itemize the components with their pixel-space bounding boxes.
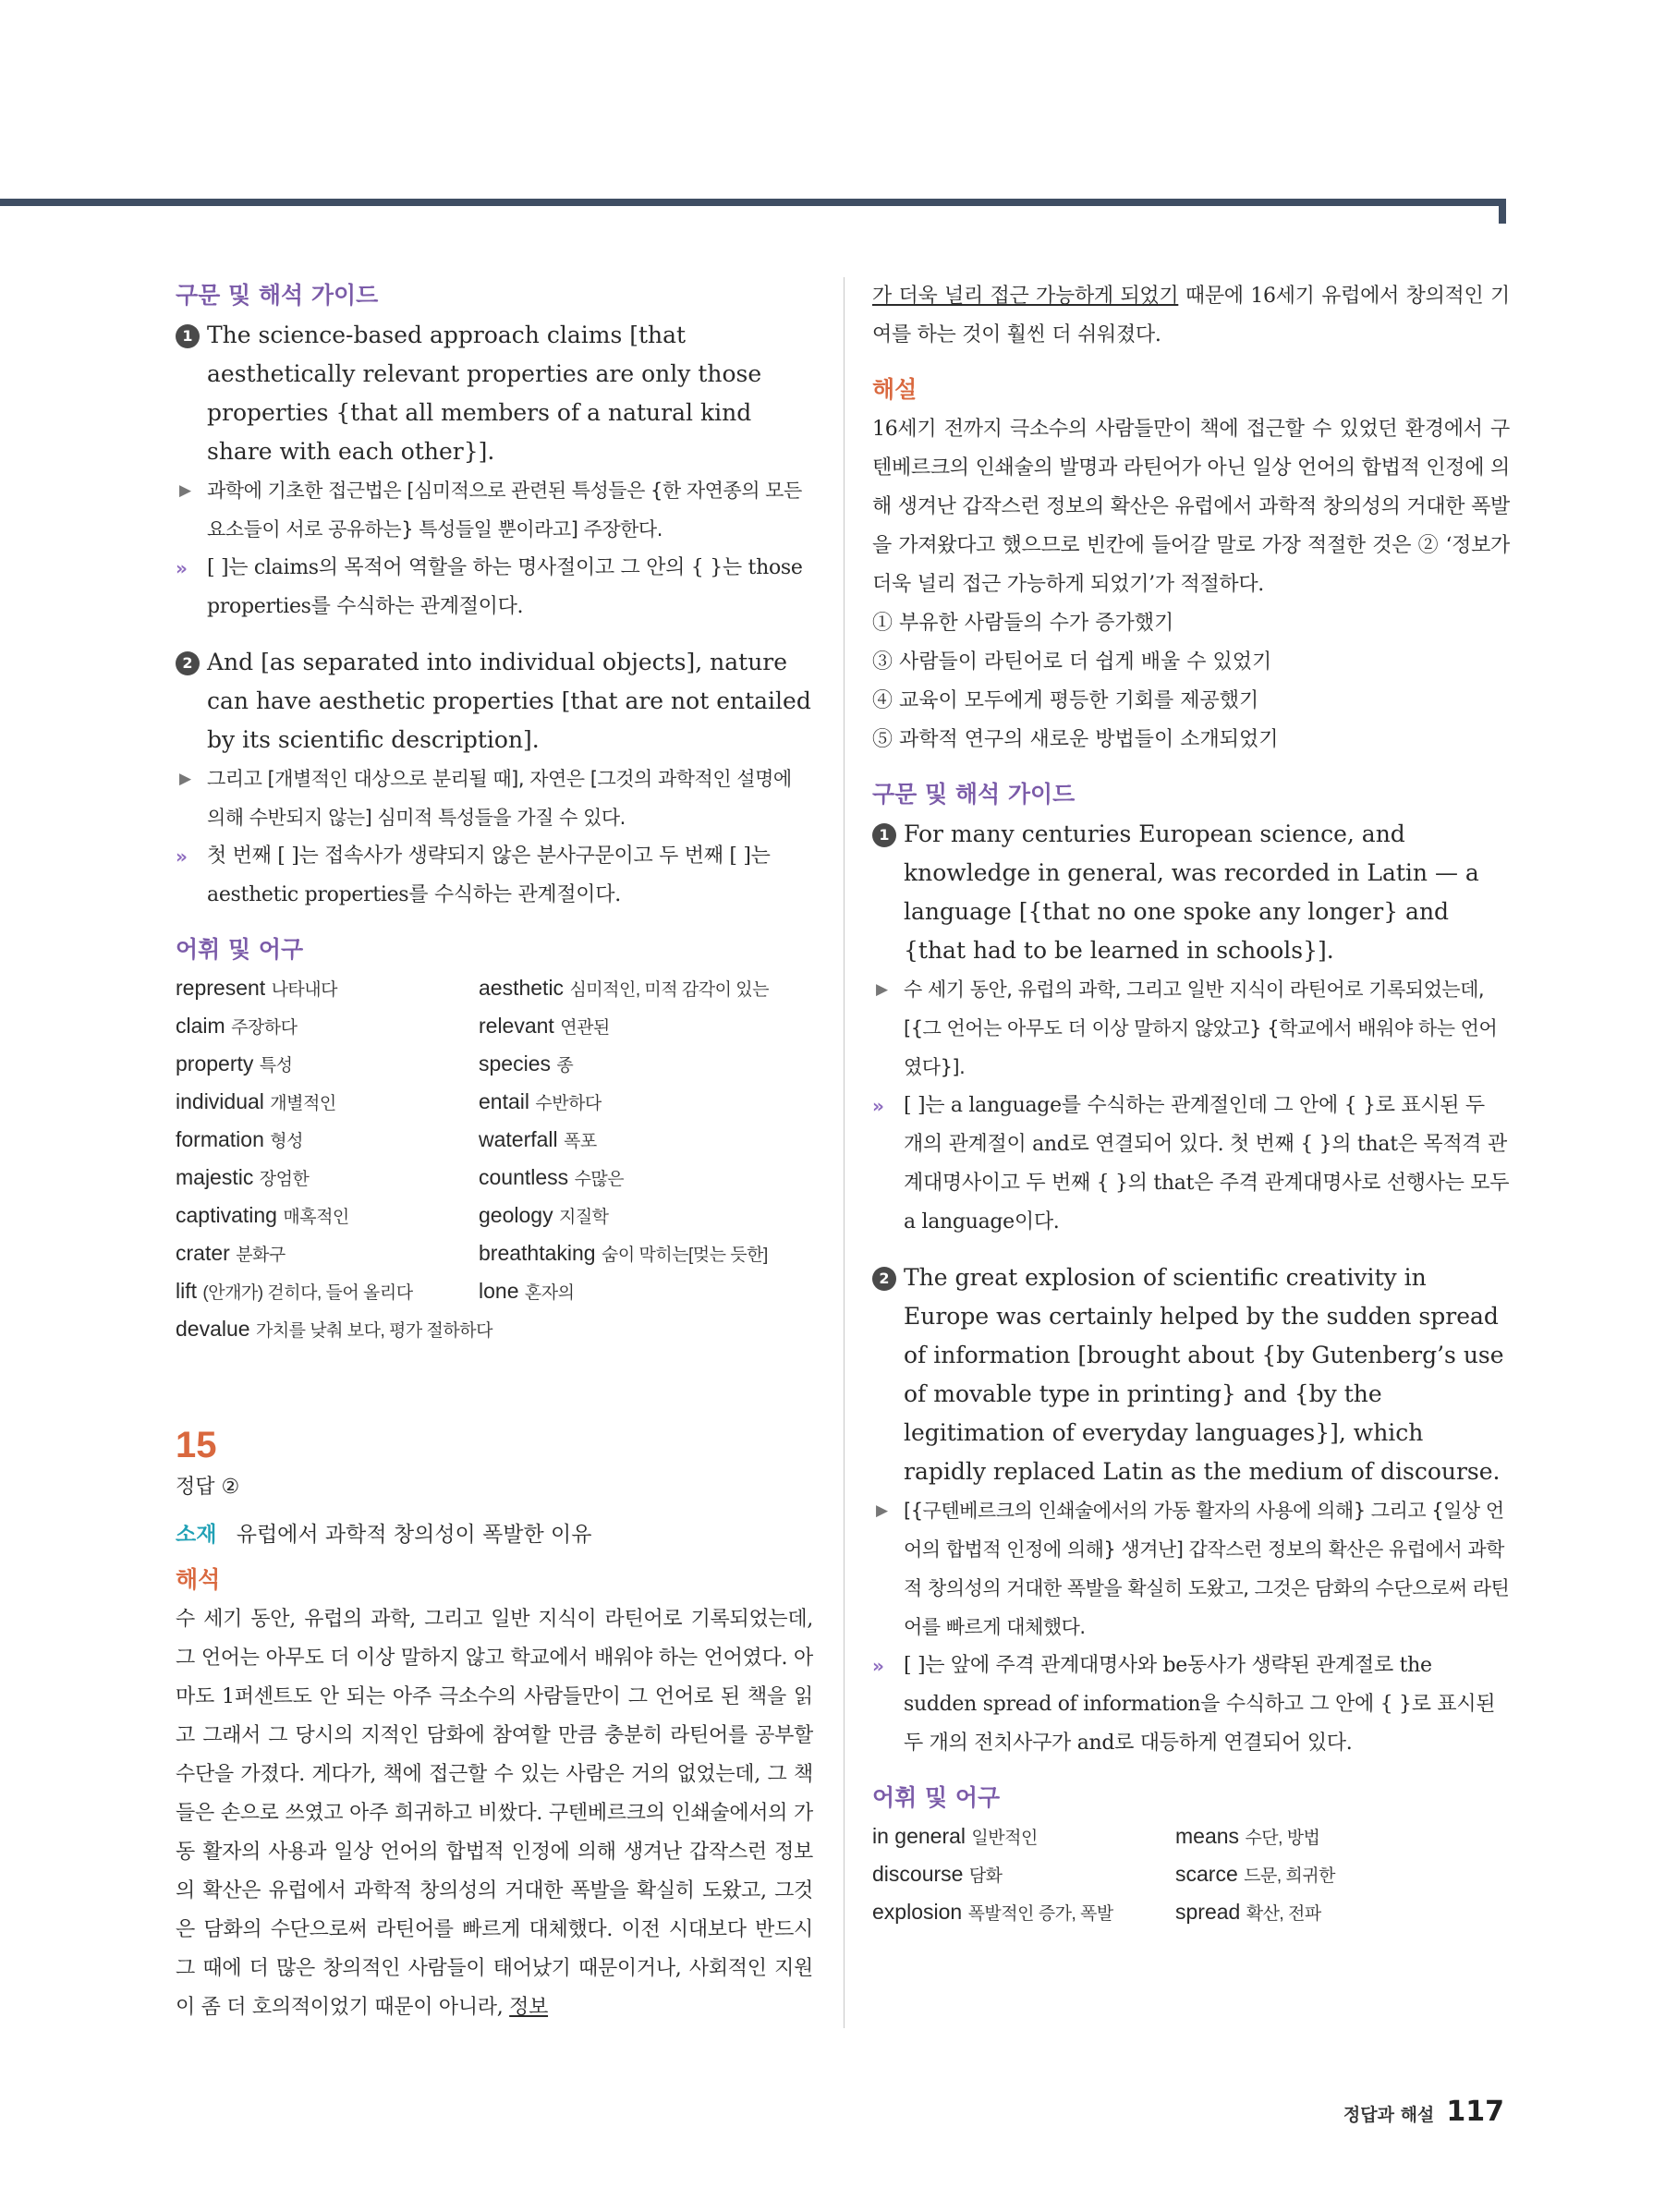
option-item: ④ 교육이 모두에게 평등한 기회를 제공했기 xyxy=(872,689,1259,712)
triangle-icon: ▶ xyxy=(179,770,191,788)
sentence-number-badge: 2 xyxy=(872,1267,896,1291)
question-number: 15 xyxy=(176,1425,217,1465)
haeseok-heading: 해석 xyxy=(176,1566,221,1593)
vocab-item: individual 개별적인 xyxy=(176,1089,336,1113)
topic-label: 소재 xyxy=(176,1523,217,1547)
vocab-item: claim 주장하다 xyxy=(176,1014,298,1038)
vocab-item: in general 일반적인 xyxy=(872,1824,1038,1848)
option-item: ③ 사람들이 라틴어로 더 쉽게 배울 수 있었기 xyxy=(872,650,1272,674)
double-chevron-icon: » xyxy=(176,557,188,579)
note-text: [ ]는 claims의 목적어 역할을 하는 명사절이고 그 안의 { }는 those properties를 수식하는 관계절이다. xyxy=(207,556,803,618)
sentence-2-translation xyxy=(872,1491,1510,1647)
vocab-item: lift (안개가) 걷히다, 들어 올리다 xyxy=(176,1279,413,1303)
sentence-text: The great explosion of scientific creativity in Europe was certainly helped by the sudden spread of information [brought about {by Gutenberg’s use of movable type in printing} and {by the legitimation of everyday languages}], which rapidly replaced Latin as the medium of discourse. xyxy=(904,1264,1504,1485)
sentence-2-translation xyxy=(176,760,813,837)
note-text: [ ]는 앞에 주격 관계대명사와 be동사가 생략된 관계절로 the sudden spread of information을 수식하고 그 안에 { }로 표시된 두 개의 전치사구가 and로 대등하게 연결되어 있다. xyxy=(904,1654,1496,1755)
note-text: [ ]는 a language를 수식하는 관계절인데 그 안에 { }로 표시된 두 개의 관계절이 and로 연결되어 있다. 첫 번째 { }의 that은 목적격 관계대명사이고 두 번째 { }의 that은 주격 관계대명사로 선행사는 모두 a language이다. xyxy=(904,1094,1510,1234)
triangle-icon: ▶ xyxy=(876,1501,888,1520)
vocab-item: relevant 연관된 xyxy=(479,1014,610,1038)
sentence-2-note xyxy=(176,837,813,915)
guide-heading: 구문 및 해석 가이드 xyxy=(176,282,379,309)
footer-title: 정답과 해설 xyxy=(1343,2105,1435,2125)
vocab-item: breathtaking 숨이 막히는[멎는 듯한] xyxy=(479,1241,768,1265)
top-rule xyxy=(0,199,1506,206)
translation-text: [{구텐베르크의 인쇄술에서의 가동 활자의 사용에 의해} 그리고 {일상 언어의 합법적 인정에 의해} 생겨난] 갑작스런 정보의 확산은 유럽에서 과학적 창의성의 거대한 폭발을 확실히 도왔고, 그것은 담화의 수단으로써 라틴어를 빠르게 대체했다. xyxy=(904,1500,1510,1638)
vocab-item: formation 형성 xyxy=(176,1127,303,1151)
triangle-icon: ▶ xyxy=(876,980,888,999)
guide-heading: 구문 및 해석 가이드 xyxy=(872,781,1076,808)
vocab-item: majestic 장엄한 xyxy=(176,1165,310,1189)
option-item: ① 부유한 사람들의 수가 증가했기 xyxy=(872,612,1174,635)
sentence-number-badge: 1 xyxy=(176,324,200,348)
vocab-heading: 어휘 및 어구 xyxy=(176,936,304,963)
vocab-item: property 특성 xyxy=(176,1051,293,1076)
answer-line: 정답 ② xyxy=(176,1476,240,1499)
underlined-text: 가 더욱 널리 접근 가능하게 되었기 xyxy=(872,285,1179,308)
vocab-item: entail 수반하다 xyxy=(479,1089,602,1113)
triangle-icon: ▶ xyxy=(179,481,191,500)
vocab-item: species 종 xyxy=(479,1051,574,1076)
vocab-item: devalue 가치를 낮춰 보다, 평가 절하하다 xyxy=(176,1317,492,1341)
vocab-item: captivating 매혹적인 xyxy=(176,1203,349,1227)
sentence-1 xyxy=(872,815,1510,970)
vocab-item: explosion 폭발적인 증가, 폭발 xyxy=(872,1900,1113,1924)
vocab-item: discourse 담화 xyxy=(872,1862,1003,1886)
column-divider xyxy=(844,277,845,2028)
sentence-number-badge: 1 xyxy=(872,823,896,847)
sentence-2 xyxy=(872,1258,1510,1491)
sentence-text: For many centuries European science, and knowledge in general, was recorded in Latin — a language [{that no one spoke any longer} and {that had to be learned in schools}]. xyxy=(904,820,1479,964)
left-column xyxy=(176,277,813,2027)
sentence-text: The science-based approach claims [that aesthetically relevant properties are only those properties {that all members of a natural kind share with each other}]. xyxy=(207,322,762,465)
vocab-item: scarce 드문, 희귀한 xyxy=(1175,1862,1335,1886)
vocab-item: geology 지질학 xyxy=(479,1203,609,1227)
translation-text: 과학에 기초한 접근법은 [심미적으로 관련된 특성들은 {한 자연종의 모든 요소들이 서로 공유하는} 특성들일 뿐이라고] 주장한다. xyxy=(207,480,802,541)
vocab-item: countless 수많은 xyxy=(479,1165,625,1189)
translation-text: 수 세기 동안, 유럽의 과학, 그리고 일반 지식이 라틴어로 기록되었는데, [{그 언어는 아무도 더 이상 말하지 않았고} {학교에서 배워야 하는 언어였다}]. xyxy=(904,978,1498,1078)
haeseol-paragraph: 16세기 전까지 극소수의 사람들만이 책에 접근할 수 있었던 환경에서 구텐베르크의 인쇄술의 발명과 라틴어가 아닌 일상 언어의 합법적 인정에 의해 생겨난 갑작스런 정보의 확산은 유럽에서 과학적 창의성의 거대한 폭발을 가져왔다고 했으므로 빈칸에 들어갈 말로 가장 적절한 것은 ② ‘정보가 더욱 널리 접근 가능하게 되었기’가 적절하다. xyxy=(872,418,1510,596)
translation-text: 그리고 [개별적인 대상으로 분리될 때], 자연은 [그것의 과학적인 설명에 의해 수반되지 않는] 심미적 특성들을 가질 수 있다. xyxy=(207,768,792,829)
vocab-item: lone 혼자의 xyxy=(479,1279,575,1303)
vocab-item: waterfall 폭포 xyxy=(479,1127,597,1151)
sentence-1-note xyxy=(176,549,813,626)
double-chevron-icon: » xyxy=(176,845,188,868)
page-number: 117 xyxy=(1446,2096,1504,2128)
vocab-list xyxy=(872,1818,1510,1932)
double-chevron-icon: » xyxy=(872,1095,884,1117)
topic-line xyxy=(176,1508,813,1562)
haeseok-continuation: 가 더욱 널리 접근 가능하게 되었기 때문에 16세기 유럽에서 창의적인 기여를 하는 것이 훨씬 더 쉬워졌다. xyxy=(872,285,1510,346)
sentence-1-translation xyxy=(872,970,1510,1087)
vocab-item: aesthetic 심미적인, 미적 감각이 있는 xyxy=(479,976,769,1000)
double-chevron-icon: » xyxy=(872,1655,884,1677)
sentence-1-note xyxy=(872,1087,1510,1242)
vocab-item: spread 확산, 전파 xyxy=(1175,1900,1321,1924)
underlined-text: 정보 xyxy=(509,1996,549,2019)
right-column xyxy=(872,277,1510,1932)
sentence-2 xyxy=(176,643,813,760)
note-text: 첫 번째 [ ]는 접속사가 생략되지 않은 분사구문이고 두 번째 [ ]는 aesthetic properties를 수식하는 관계절이다. xyxy=(207,845,771,906)
sentence-number-badge: 2 xyxy=(176,651,200,675)
sentence-1 xyxy=(176,316,813,471)
top-rule-tick xyxy=(1499,199,1506,224)
vocab-heading: 어휘 및 어구 xyxy=(872,1784,1001,1811)
sentence-2-note xyxy=(872,1647,1510,1763)
haeseok-paragraph: 수 세기 동안, 유럽의 과학, 그리고 일반 지식이 라틴어로 기록되었는데, 그 언어는 아무도 더 이상 말하지 않고 학교에서 배워야 하는 언어였다. 아마도 1퍼센트도 안 되는 아주 극소수의 사람들만이 그 언어로 된 책을 읽고 그래서 그 당시의 지적인 담화에 참여할 만큼 충분히 라틴어를 공부할 수단을 가졌다. 게다가, 책에 접근할 수 있는 사람은 거의 없었는데, 그 책들은 손으로 쓰였고 아주 희귀하고 비쌌다. 구텐베르크의 인쇄술에서의 가동 활자의 사용과 일상 언어의 합법적 인정에 의해 생겨난 갑작스런 정보의 확산은 유럽에서 과학적 창의성의 거대한 폭발을 확실히 도왔고, 그것은 담화의 수단으로써 라틴어를 빠르게 대체했다. 이전 시대보다 반드시 그 때에 더 많은 창의적인 사람들이 태어났기 때문이거나, 사회적인 지원이 좀 더 호의적이었기 때문이 아니라, 정보 xyxy=(176,1608,813,2019)
option-item: ⑤ 과학적 연구의 새로운 방법들이 소개되었기 xyxy=(872,728,1279,751)
haeseol-heading: 해설 xyxy=(872,376,918,403)
vocab-list xyxy=(176,970,813,1349)
vocab-item: represent 나타내다 xyxy=(176,976,337,1000)
sentence-1-translation xyxy=(176,471,813,549)
topic-text: 유럽에서 과학적 창의성이 폭발한 이유 xyxy=(236,1523,592,1547)
sentence-text: And [as separated into individual objects], nature can have aesthetic properties [that are not entailed by its scientific description]. xyxy=(207,649,811,753)
page-footer xyxy=(1343,2096,1504,2128)
vocab-item: means 수단, 방법 xyxy=(1175,1824,1320,1848)
vocab-item: crater 분화구 xyxy=(176,1241,286,1265)
